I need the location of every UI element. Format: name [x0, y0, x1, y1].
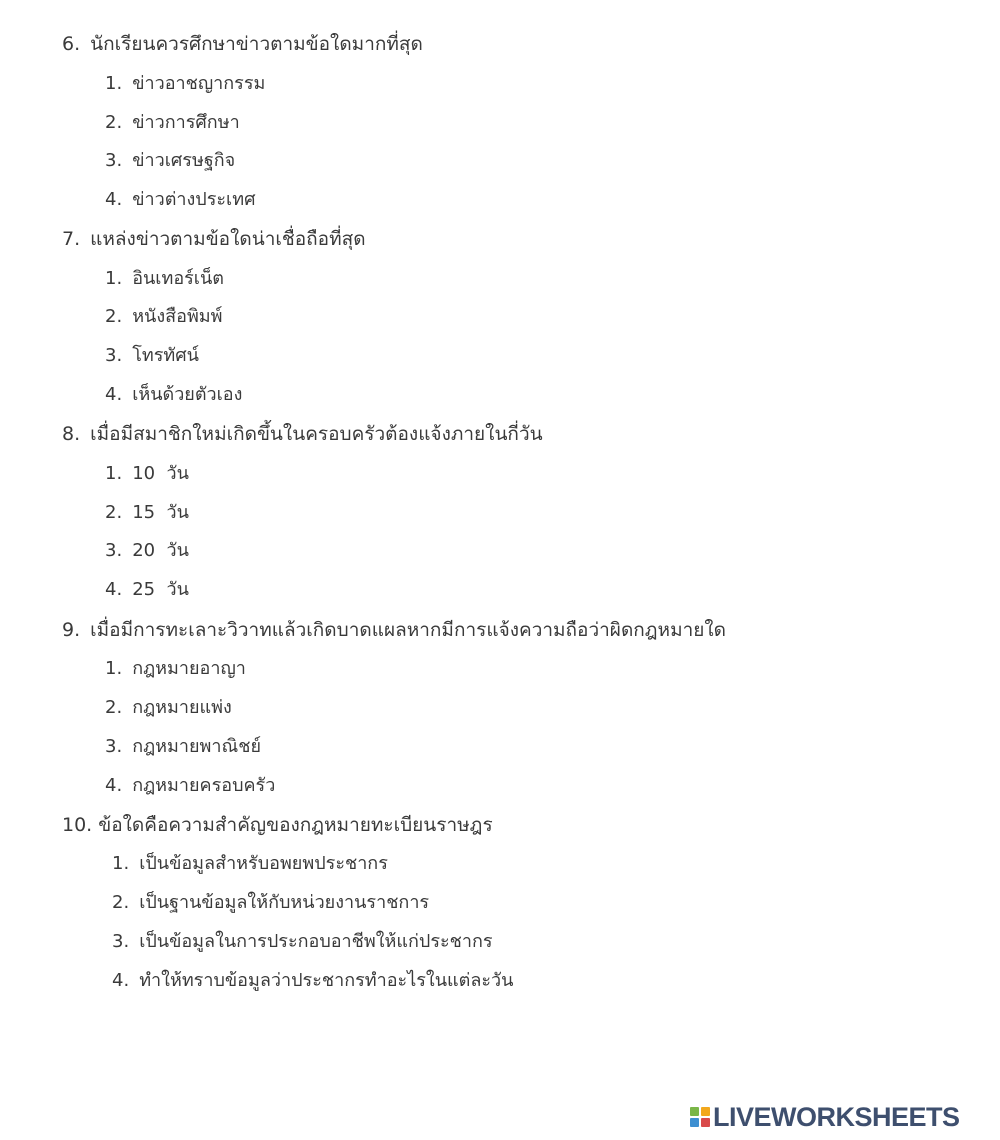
option-number: 3. [105, 736, 123, 757]
q7-option-1[interactable] [105, 267, 224, 291]
q8-option-1[interactable] [105, 462, 189, 486]
option-number: 2. [105, 112, 123, 133]
option-text: กฎหมายครอบครัว [132, 775, 276, 796]
option-text: เป็นข้อมูลสำหรับอพยพประชากร [139, 853, 388, 874]
option-text: อินเทอร์เน็ต [132, 268, 224, 289]
option-number: 4. [105, 384, 123, 405]
question-8 [62, 422, 543, 446]
option-number: 3. [105, 540, 123, 561]
option-text: 10 วัน [132, 463, 189, 484]
option-text: ข่าวการศึกษา [132, 112, 240, 133]
q6-option-2[interactable] [105, 111, 240, 135]
option-number: 2. [112, 892, 130, 913]
q8-option-3[interactable] [105, 539, 189, 563]
question-7 [62, 227, 366, 251]
option-text: หนังสือพิมพ์ [132, 306, 223, 327]
option-text: เห็นด้วยตัวเอง [132, 384, 243, 405]
option-number: 3. [105, 150, 123, 171]
option-text: 15 วัน [132, 502, 189, 523]
option-text: โทรทัศน์ [132, 345, 199, 366]
option-text: กฎหมายแพ่ง [132, 697, 232, 718]
q7-option-3[interactable] [105, 344, 199, 368]
option-number: 4. [105, 189, 123, 210]
option-text: ข่าวต่างประเทศ [132, 189, 256, 210]
logo-square-2 [701, 1107, 710, 1116]
liveworksheets-logo-icon [690, 1107, 710, 1127]
question-text: ข้อใดคือความสำคัญของกฎหมายทะเบียนราษฎร [98, 814, 493, 836]
q6-option-1[interactable] [105, 72, 265, 96]
q10-option-2[interactable] [112, 891, 429, 915]
q9-option-3[interactable] [105, 735, 261, 759]
option-text: กฎหมายพาณิชย์ [132, 736, 261, 757]
q6-option-4[interactable] [105, 188, 256, 212]
q9-option-1[interactable] [105, 657, 246, 681]
logo-square-4 [701, 1118, 710, 1127]
question-text: เมื่อมีการทะเลาะวิวาทแล้วเกิดบาดแผลหากมีการแจ้งความถือว่าผิดกฎหมายใด [90, 619, 727, 641]
option-number: 1. [105, 658, 123, 679]
option-number: 3. [112, 931, 130, 952]
q8-option-2[interactable] [105, 501, 189, 525]
question-number: 10. [62, 814, 93, 836]
question-number: 8. [62, 423, 81, 445]
option-text: เป็นฐานข้อมูลให้กับหน่วยงานราชการ [139, 892, 430, 913]
option-number: 4. [105, 579, 123, 600]
option-number: 2. [105, 502, 123, 523]
option-number: 2. [105, 697, 123, 718]
option-text: ข่าวเศรษฐกิจ [132, 150, 236, 171]
question-text: เมื่อมีสมาชิกใหม่เกิดขึ้นในครอบครัวต้องแจ้งภายในกี่วัน [90, 423, 543, 445]
option-number: 1. [105, 73, 123, 94]
logo-square-3 [690, 1118, 699, 1127]
option-number: 4. [112, 970, 130, 991]
option-text: กฎหมายอาญา [132, 658, 246, 679]
logo-square-1 [690, 1107, 699, 1116]
option-text: 20 วัน [132, 540, 189, 561]
q6-option-3[interactable] [105, 149, 235, 173]
option-number: 1. [112, 853, 130, 874]
q9-option-2[interactable] [105, 696, 232, 720]
q7-option-4[interactable] [105, 383, 242, 407]
brand-name: LIVEWORKSHEETS [713, 1101, 960, 1132]
option-number: 3. [105, 345, 123, 366]
q10-option-4[interactable] [112, 969, 513, 993]
q10-option-1[interactable] [112, 852, 388, 876]
question-9 [62, 618, 726, 642]
liveworksheets-brand[interactable] [690, 1100, 960, 1134]
option-number: 1. [105, 268, 123, 289]
option-number: 2. [105, 306, 123, 327]
q8-option-4[interactable] [105, 578, 189, 602]
option-text: 25 วัน [132, 579, 189, 600]
question-number: 6. [62, 33, 81, 55]
q9-option-4[interactable] [105, 774, 275, 798]
question-text: นักเรียนควรศึกษาข่าวตามข้อใดมากที่สุด [90, 33, 423, 55]
question-10 [62, 813, 493, 837]
option-text: เป็นข้อมูลในการประกอบอาชีพให้แก่ประชากร [139, 931, 493, 952]
option-text: ข่าวอาชญากรรม [132, 73, 266, 94]
option-text: ทำให้ทราบข้อมูลว่าประชากรทำอะไรในแต่ละวัน [139, 970, 514, 991]
question-number: 7. [62, 228, 81, 250]
question-6 [62, 32, 423, 56]
option-number: 4. [105, 775, 123, 796]
q7-option-2[interactable] [105, 305, 223, 329]
q10-option-3[interactable] [112, 930, 493, 954]
question-number: 9. [62, 619, 81, 641]
option-number: 1. [105, 463, 123, 484]
question-text: แหล่งข่าวตามข้อใดน่าเชื่อถือที่สุด [90, 228, 366, 250]
